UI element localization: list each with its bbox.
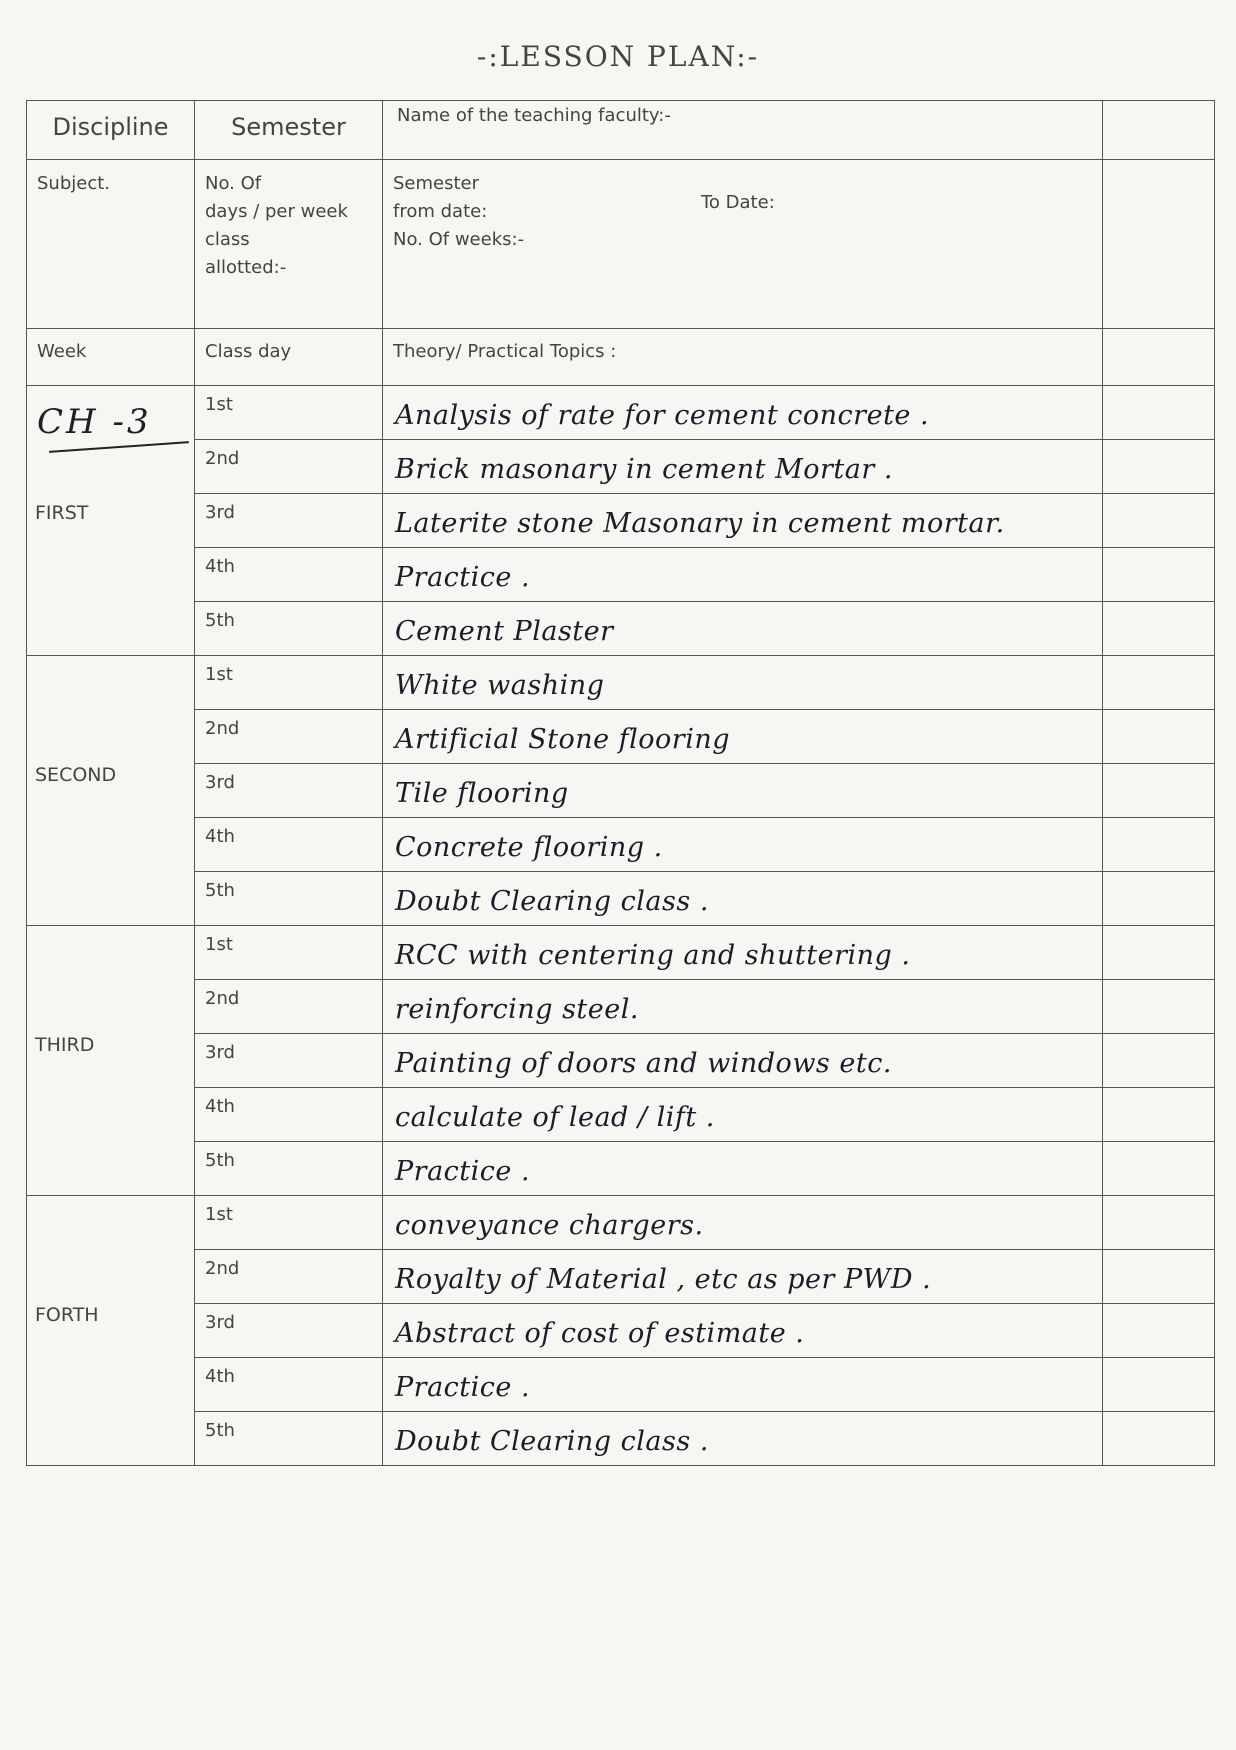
table-row — [27, 710, 1215, 764]
topic-text: Concrete flooring . — [395, 832, 663, 863]
topics-col-header: Theory/ Practical Topics : — [393, 341, 617, 362]
table-row — [27, 1304, 1215, 1358]
topic-text: Doubt Clearing class . — [395, 886, 709, 917]
week-cell — [27, 1196, 195, 1466]
table-row — [27, 1142, 1215, 1196]
topic-text: Analysis of rate for cement concrete . — [395, 400, 930, 431]
subject-label: Subject. — [37, 173, 111, 194]
table-row — [27, 1196, 1215, 1250]
class-day-label: 4th — [205, 826, 235, 847]
column-header-row — [27, 329, 1215, 386]
table-row — [27, 602, 1215, 656]
header-row — [27, 101, 1215, 160]
class-day-label: 5th — [205, 1150, 235, 1171]
to-date-label: To Date: — [701, 192, 775, 213]
class-day-label: 2nd — [205, 1258, 240, 1279]
topic-text: RCC with centering and shuttering . — [395, 940, 911, 971]
class-day-label: 4th — [205, 1096, 235, 1117]
page-title: -:LESSON PLAN:- — [476, 40, 760, 73]
table-row — [27, 980, 1215, 1034]
topic-text: Artificial Stone flooring — [395, 724, 730, 755]
faculty-label: Name of the teaching faculty:- — [397, 105, 671, 126]
class-day-label: 3rd — [205, 502, 235, 523]
week-cell — [27, 386, 195, 656]
topic-text: calculate of lead / lift . — [395, 1102, 715, 1133]
class-day-label: 5th — [205, 1420, 235, 1441]
table-row — [27, 818, 1215, 872]
table-row — [27, 1034, 1215, 1088]
discipline-header: Discipline — [52, 113, 169, 141]
table-row — [27, 764, 1215, 818]
class-day-label: 3rd — [205, 1042, 235, 1063]
semester-dates-label: Semester from date: No. Of weeks:- — [393, 173, 525, 250]
info-row — [27, 160, 1215, 329]
class-day-label: 5th — [205, 880, 235, 901]
table-row — [27, 548, 1215, 602]
class-day-label: 3rd — [205, 1312, 235, 1333]
class-day-label: 1st — [205, 394, 233, 415]
days-allotted-label: No. Of days / per week class allotted:- — [205, 173, 348, 278]
table-row — [27, 386, 1215, 440]
table-row — [27, 656, 1215, 710]
class-day-label: 1st — [205, 934, 233, 955]
class-day-label: 5th — [205, 610, 235, 631]
table-row — [27, 440, 1215, 494]
class-day-col-header: Class day — [205, 341, 292, 362]
table-row — [27, 872, 1215, 926]
topic-text: Abstract of cost of estimate . — [395, 1318, 805, 1349]
week-label: THIRD — [35, 1034, 95, 1056]
class-day-label: 2nd — [205, 448, 240, 469]
topic-text: conveyance chargers. — [395, 1210, 704, 1241]
topic-text: reinforcing steel. — [395, 994, 639, 1025]
table-row — [27, 1250, 1215, 1304]
table-row — [27, 1358, 1215, 1412]
week-cell — [27, 926, 195, 1196]
topic-text: Tile flooring — [395, 778, 569, 809]
topic-text: Practice . — [395, 1372, 531, 1403]
semester-header: Semester — [231, 113, 346, 141]
table-row — [27, 1412, 1215, 1466]
table-row — [27, 926, 1215, 980]
table-row — [27, 1088, 1215, 1142]
topic-text: Laterite stone Masonary in cement mortar. — [395, 508, 1005, 539]
table-row — [27, 494, 1215, 548]
class-day-label: 1st — [205, 1204, 233, 1225]
topic-text: White washing — [395, 670, 605, 701]
week-label: FIRST — [35, 502, 89, 524]
topic-text: Royalty of Material , etc as per PWD . — [395, 1264, 932, 1295]
topic-text: Practice . — [395, 1156, 531, 1187]
class-day-label: 2nd — [205, 718, 240, 739]
week-cell — [27, 656, 195, 926]
class-day-label: 4th — [205, 1366, 235, 1387]
chapter-underline — [49, 441, 189, 453]
topic-text: Painting of doors and windows etc. — [395, 1048, 892, 1079]
topic-text: Brick masonary in cement Mortar . — [395, 454, 893, 485]
week-label: SECOND — [35, 764, 117, 786]
topic-text: Cement Plaster — [395, 616, 614, 647]
class-day-label: 3rd — [205, 772, 235, 793]
lesson-plan-table — [26, 100, 1214, 1466]
class-day-label: 1st — [205, 664, 233, 685]
class-day-label: 4th — [205, 556, 235, 577]
topic-text: Practice . — [395, 562, 531, 593]
chapter-label: CH -3 — [37, 402, 152, 442]
topic-text: Doubt Clearing class . — [395, 1426, 709, 1457]
week-col-header: Week — [37, 341, 87, 362]
class-day-label: 2nd — [205, 988, 240, 1009]
week-label: FORTH — [35, 1304, 99, 1326]
